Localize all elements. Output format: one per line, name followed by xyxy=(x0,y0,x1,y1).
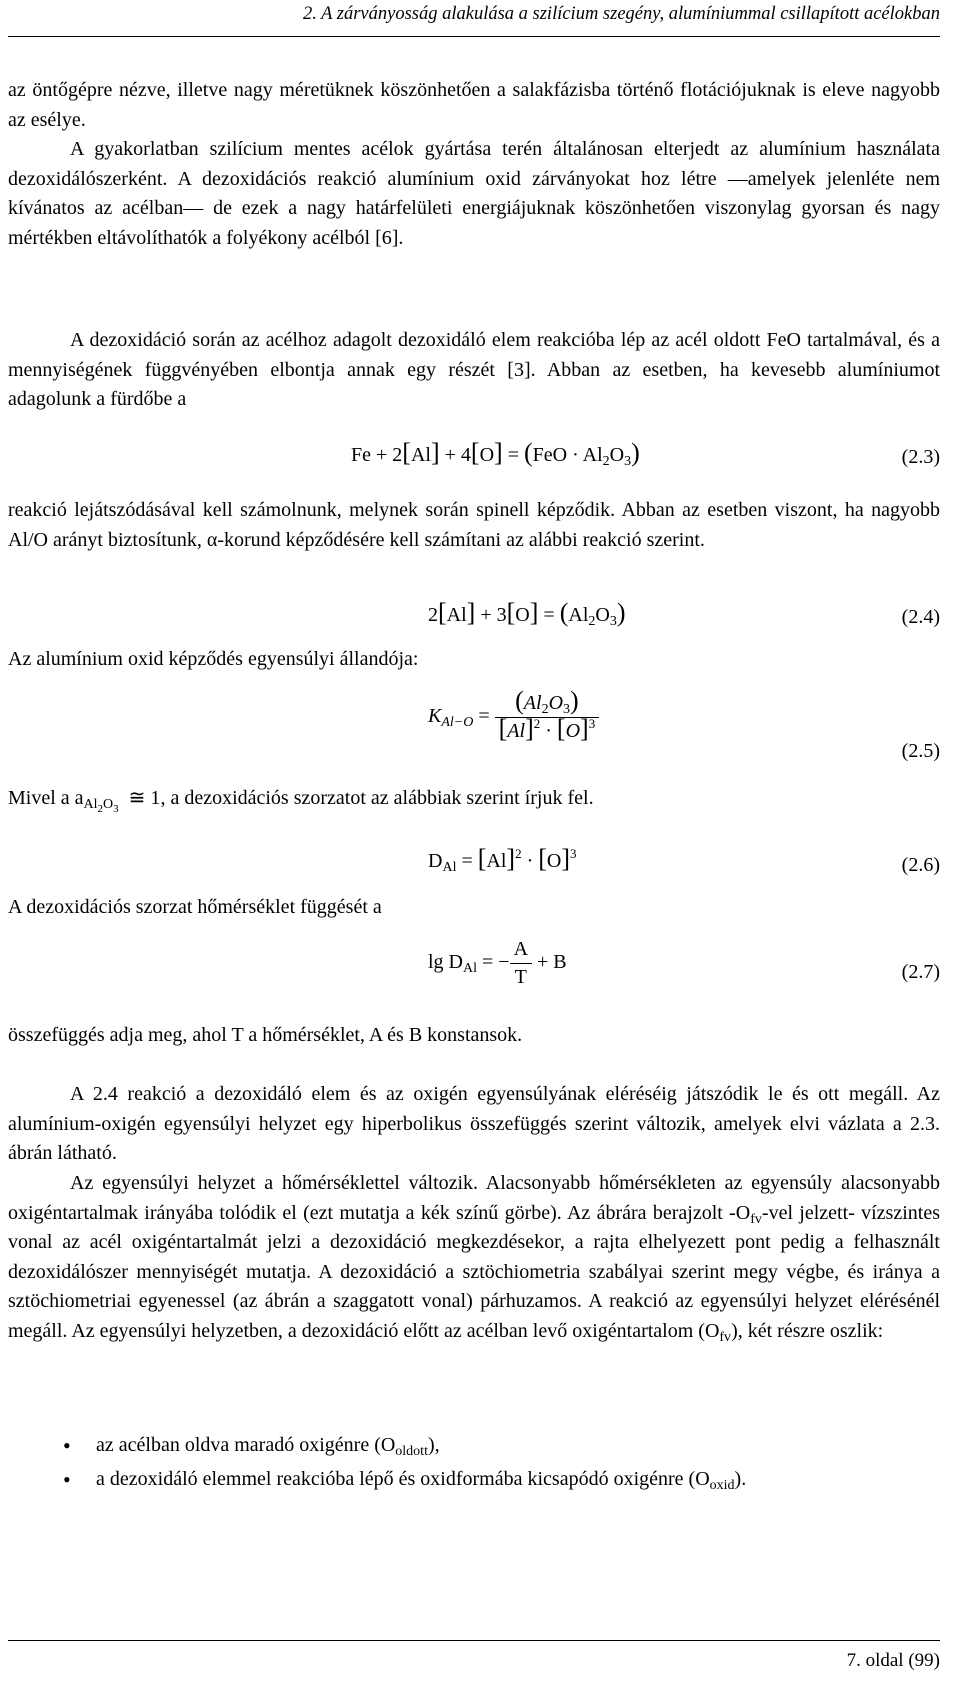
equation-2-7: $\lg D_{Al}$ = − $\frac{A}{T}$ + B xyxy=(428,938,567,988)
paragraph-10-c: ), két részre oszlik: xyxy=(731,1319,884,1342)
equation-2-3: $Fe + 2[Al] + 4[O] = (FeO \cdot Al_2O_3)$ xyxy=(351,438,640,469)
equation-2-5: $K_{Al-O}$ = $\frac{(Al_2O_3)}{[Al]^2 \cdot [O]^3}$ xyxy=(428,692,599,743)
paragraph-3: A dezoxidáció során az acélhoz adagolt dezoxidáló elem reakcióba lép az acél oldott FeO tartalmával, és a mennyiségének függvényében elbontja annak egy részét [3]. Abban az esetben, ha kevesebb alumíniumot adagolunk a fürdőbe a xyxy=(8,329,940,410)
bullet-1-sub: oldott xyxy=(395,1444,428,1459)
equation-number-2-7: (2.7) xyxy=(901,961,940,983)
equation-2-4: $2[Al] + 3[O] = (Al_2O_3)$ xyxy=(428,598,626,629)
bullet-icon: • xyxy=(63,1466,71,1492)
paragraph-10-sub-fv-2: fv xyxy=(719,1329,732,1345)
equation-number-2-4: (2.4) xyxy=(901,606,940,628)
header-rule xyxy=(8,36,940,37)
paragraph-6: Mivel a $a_{Al_2O_3}$ ≅ 1, a dezoxidációs szorzatot az alábbiak szerint írjuk fel. xyxy=(8,787,594,815)
paragraph-8: összefüggés adja meg, ahol T a hőmérséklet, A és B konstansok. xyxy=(8,1024,523,1046)
list-item xyxy=(8,1465,940,1495)
bullet-2-a: a dezoxidáló elemmel reakcióba lépő és oxidformába kicsapódó oxigénre (O xyxy=(96,1467,710,1490)
list-item xyxy=(8,1431,940,1461)
equation-number-2-6: (2.6) xyxy=(901,854,940,876)
equation-number-2-5: (2.5) xyxy=(901,740,940,762)
paragraph-2: A gyakorlatban szilícium mentes acélok gyártása terén általánosan elterjedt az alumínium használata dezoxidálószerként. A dezoxidációs reakció alumínium oxid zárványokat hoz létre ―amelyek jelenléte nem kívánatos az acélban― de ezek a nagy határfelületi energiájuknak köszönhetően viszonylag gyorsan és nagy mértékben eltávolíthatók a folyékony acélból [6]. xyxy=(8,138,940,249)
paragraph-10-a: Az egyensúlyi helyzet a hőmérséklettel változik. Alacsonyabb hőmérsékleten az egyensúly alacsonyabb oxigéntartalmak irányába tolódik el (ezt mutatja a kék színű görbe). Az ábrára berajzolt -O xyxy=(8,1172,940,1224)
bullet-list xyxy=(8,1431,940,1498)
paragraph-10-b: -vel jelzett- vízszintes vonal az acél oxigéntartalmát jelzi a dezoxidáció megkezdésekor, a rajta elhelyezett pont pedig a felhasznált dezoxidálószer mennyiségét mutatja. A dezoxidáció a sztöchiometria szabályai szerint megy végbe, és iránya a sztöchiometriai egyenessel (az ábrán a szaggatott vonal) párhuzamos. A reakció az egyensúlyi helyzet elérésénél megáll. Az egyensúlyi helyzetben, a dezoxidáció előtt az acélban levő oxigéntartalom (O xyxy=(8,1201,940,1342)
bullet-1-b: ), xyxy=(427,1434,440,1456)
paragraph-6-post: , a dezoxidációs szorzatot az alábbiak szerint írjuk fel. xyxy=(160,787,594,809)
bullet-2-sub: oxid xyxy=(709,1477,735,1493)
paragraph-7: A dezoxidációs szorzat hőmérséklet függését a xyxy=(8,896,382,918)
equation-number-2-3: (2.3) xyxy=(901,446,940,468)
paragraph-6-pre: Mivel a xyxy=(8,787,70,809)
bullet-2-b: ). xyxy=(734,1467,747,1490)
paragraph-9: A 2.4 reakció a dezoxidáló elem és az oxigén egyensúlyának eléréséig játszódik le és ott megáll. Az alumínium-oxigén egyensúlyi helyzet egy hiperbolikus összefüggés szerint változik, amelyek elvi vázlata a 2.3. ábrán látható. xyxy=(8,1083,940,1164)
paragraph-10-sub-fv-1: fv xyxy=(750,1211,762,1227)
paragraph-10 xyxy=(8,1169,940,1346)
page-number: 7. oldal (99) xyxy=(846,1650,940,1671)
paragraph-5: Az alumínium oxid képződés egyensúlyi állandója: xyxy=(8,648,419,670)
footer-rule xyxy=(8,1640,940,1641)
bullet-1-a: az acélban oldva maradó oxigénre (O xyxy=(96,1434,396,1456)
paragraph-1: az öntőgépre nézve, illetve nagy méretüknek köszönhetően a salakfázisba történő flotációjuknak is eleve nagyobb az esélye. xyxy=(8,79,940,131)
equation-2-6: $D_{Al} = [Al]^2 \cdot [O]^3$ xyxy=(428,844,577,875)
page-header: 2. A zárványosság alakulása a szilícium szegény, alumíniummal csillapított acélokban xyxy=(302,4,940,24)
bullet-icon: • xyxy=(63,1433,71,1458)
paragraph-4: reakció lejátszódásával kell számolnunk, melynek során spinell képződik. Abban az esetben viszont, ha nagyobb Al/O arányt biztosítunk, α-korund képződésére kell számítani az alábbi reakció szerint. xyxy=(8,499,940,551)
